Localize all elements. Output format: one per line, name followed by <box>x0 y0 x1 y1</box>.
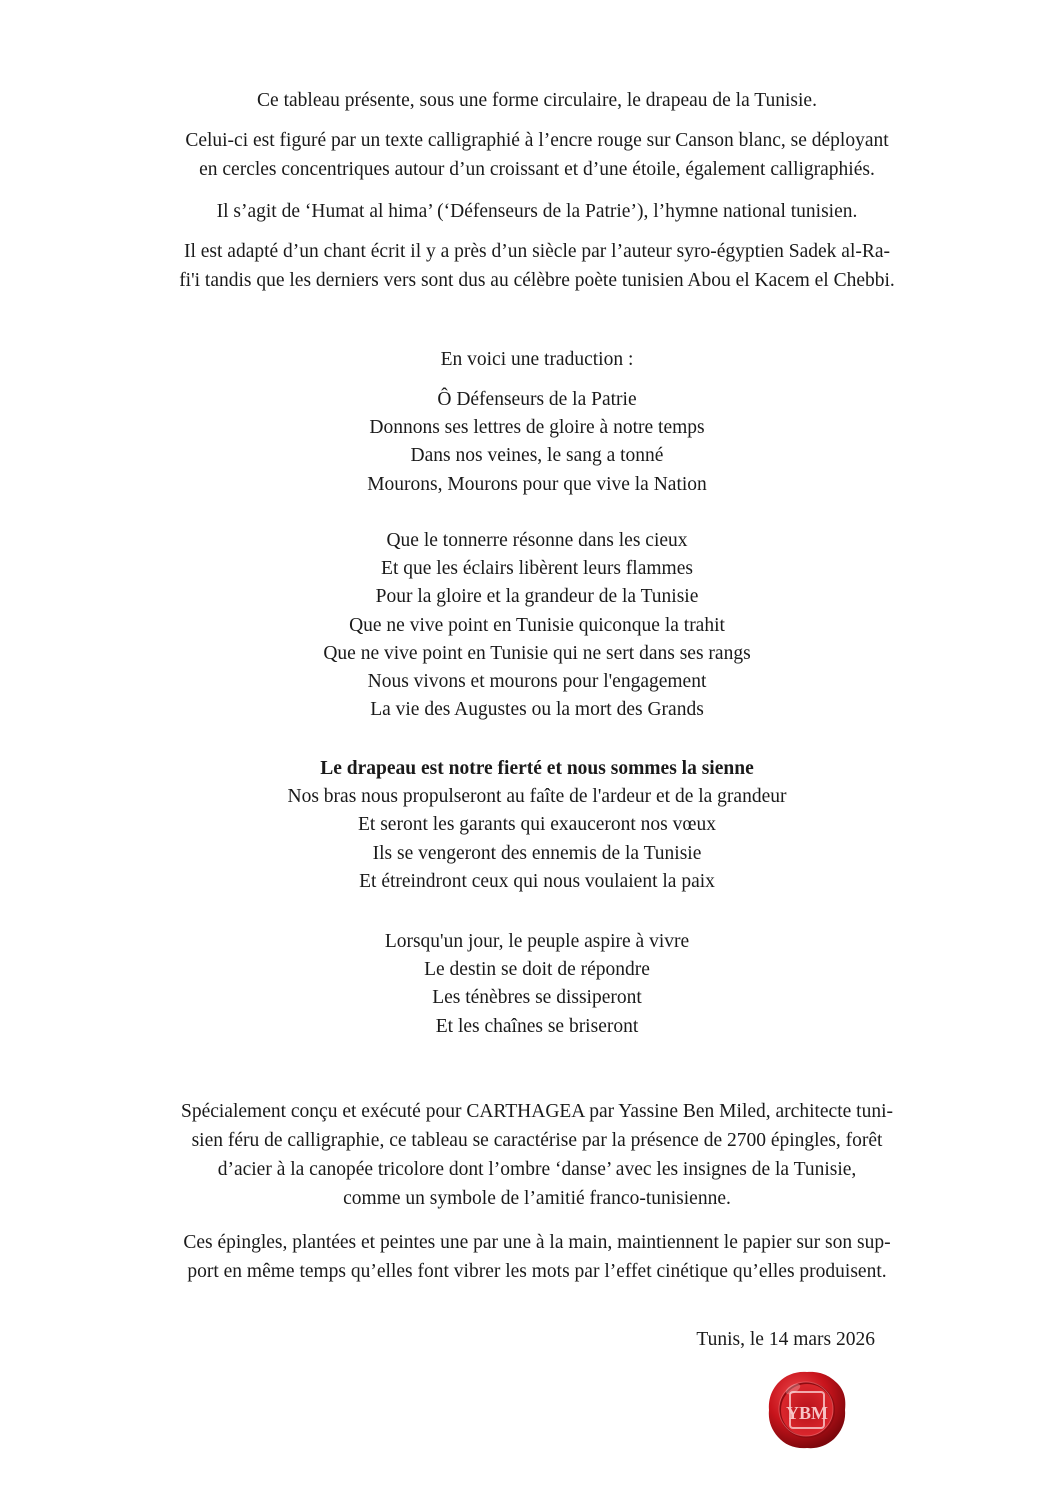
verse-line: La vie des Augustes ou la mort des Grands <box>370 699 704 721</box>
verse-line: Les ténèbres se dissiperont <box>432 987 642 1009</box>
stanza-2 <box>100 527 974 724</box>
verse-line: Le destin se doit de répondre <box>424 959 650 981</box>
signature-place-date: Tunis, le 14 mars 2026 <box>696 1329 875 1350</box>
verse-line: Dans nos veines, le sang a tonné <box>410 445 664 467</box>
stanza-3 <box>100 755 974 896</box>
verse-line: Que ne vive point en Tunisie quiconque la trahit <box>349 614 725 636</box>
text-line: Ce tableau présente, sous une forme circulaire, le drapeau de la Tunisie. <box>257 90 817 111</box>
intro-paragraph-1 <box>100 86 974 115</box>
verse-line: Donnons ses lettres de gloire à notre temps <box>369 417 705 439</box>
verse-line-bold: Le drapeau est notre fierté et nous sommes la sienne <box>320 758 754 779</box>
closing-paragraph-1 <box>100 1097 974 1213</box>
intro-paragraph-3 <box>100 197 974 226</box>
verse-line: Pour la gloire et la grandeur de la Tunisie <box>375 586 699 608</box>
text-line: port en même temps qu’elles font vibrer les mots par l’effet cinétique qu’elles produisent. <box>187 1261 887 1282</box>
stanza-1 <box>100 386 974 499</box>
text-line: Il est adapté d’un chant écrit il y a près d’un siècle par l’auteur syro-égyptien Sadek al-Ra- <box>183 241 891 262</box>
wax-seal-icon <box>766 1369 848 1451</box>
text-line: Spécialement conçu et exécuté pour CARTHAGEA par Yassine Ben Miled, architecte tuni- <box>180 1101 893 1122</box>
text-line: fi'i tandis que les derniers vers sont dus au célèbre poète tunisien Abou el Kacem el Chebbi. <box>179 270 895 291</box>
text-line: Ces épingles, plantées et peintes une par une à la main, maintiennent le papier sur son sup- <box>183 1232 891 1253</box>
verse-line: Ô Défenseurs de la Patrie <box>437 389 637 410</box>
text-line: comme un symbole de l’amitié franco-tunisienne. <box>343 1188 731 1209</box>
verse-line: Nos bras nous propulseront au faîte de l'ardeur et de la grandeur <box>287 786 787 808</box>
verse-line: Et seront les garants qui exauceront nos vœux <box>358 814 716 836</box>
stanza-4 <box>100 928 974 1041</box>
intro-paragraph-4 <box>100 237 974 295</box>
closing-paragraph-2 <box>100 1228 974 1286</box>
text-line: Celui-ci est figuré par un texte calligraphié à l’encre rouge sur Canson blanc, se déployant <box>185 130 889 151</box>
text-line: sien féru de calligraphie, ce tableau se caractérise par la présence de 2700 épingles, forêt <box>191 1130 883 1151</box>
verse-line: Ils se vengeront des ennemis de la Tunisie <box>372 842 702 864</box>
intro-paragraph-2 <box>100 126 974 184</box>
verse-line: Mourons, Mourons pour que vive la Nation <box>367 473 707 495</box>
translation-heading <box>100 345 974 374</box>
text-line: d’acier à la canopée tricolore dont l’ombre ‘danse’ avec les insignes de la Tunisie, <box>217 1159 857 1180</box>
seal-monogram: YBM <box>786 1403 828 1423</box>
verse-line: Nous vivons et mourons pour l'engagement <box>367 671 707 693</box>
text-line: en cercles concentriques autour d’un croissant et d’une étoile, également calligraphiés. <box>199 159 875 180</box>
verse-line: Que le tonnerre résonne dans les cieux <box>386 530 688 551</box>
seal-graphic <box>766 1369 848 1451</box>
verse-line: Et que les éclairs libèrent leurs flammes <box>381 558 693 580</box>
text-line: En voici une traduction : <box>440 349 634 370</box>
text-line: Il s’agit de ‘Humat al hima’ (‘Défenseurs de la Patrie’), l’hymne national tunisien. <box>216 201 858 222</box>
verse-line: Et les chaînes se briseront <box>435 1015 639 1037</box>
verse-line: Que ne vive point en Tunisie qui ne sert dans ses rangs <box>323 642 751 664</box>
verse-line: Et étreindront ceux qui nous voulaient la paix <box>359 870 715 892</box>
verse-line: Lorsqu'un jour, le peuple aspire à vivre <box>384 931 690 952</box>
